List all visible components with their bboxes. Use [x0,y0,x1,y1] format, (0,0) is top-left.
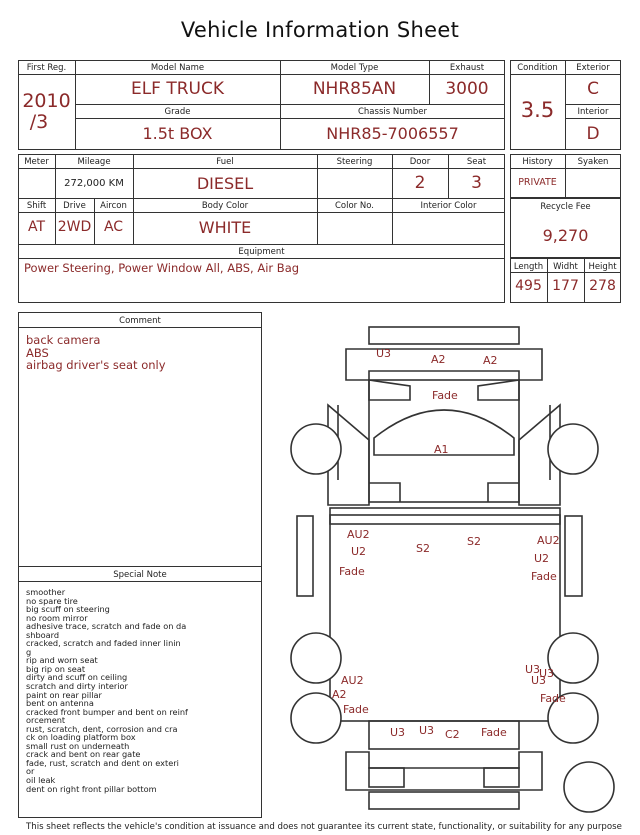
door-count: 2 [414,173,426,193]
special-note-line: big rip on seat [26,663,86,674]
special-note-line: scratch and dirty interior [26,681,128,692]
special-note-line: ck on loading platform box [26,732,136,743]
equipment: Power Steering, Power Window All, ABS, Air Bag [24,261,300,275]
syaken-label: Syaken [577,157,609,167]
damage-mark: Fade [432,389,458,402]
comment-text [26,334,166,372]
exterior-label: Exterior [576,63,610,73]
model-name: ELF TRUCK [130,79,225,99]
shift: AT [27,219,46,235]
height-label: Height [588,262,617,272]
damage-mark: C2 [445,728,460,741]
special-note-line: g [26,646,32,657]
special-note-line: or [26,766,35,777]
model-name-label: Model Name [150,63,205,73]
special-note-line: cracked, scratch and faded inner linin [26,638,181,649]
model-type-label: Model Type [330,63,379,73]
damage-mark: U3 [376,347,392,360]
comment-label: Comment [119,316,161,326]
width: 177 [552,278,579,294]
door-label: Door [409,157,431,167]
steering-label: Steering [336,157,373,167]
special-note-line: paint on rear pillar [26,689,102,700]
special-note-line: no spare tire [26,595,78,606]
damage-mark: AU2 [341,674,364,687]
disclaimer-footer: This sheet reflects the vehicle's condition at issuance and does not guarantee its current state, functionality, or suitability for any purpose [26,822,622,832]
mileage: 272,000 KM [64,178,124,189]
seat-label: Seat [466,157,487,167]
damage-mark: U3 [390,726,406,739]
fuel: DIESEL [196,174,254,193]
special-note-line: cracked front bumper and bent on reinf [26,706,188,717]
special-note-line: fade, rust, scratch and dent on exteri [26,757,179,768]
damage-mark: S2 [416,542,430,555]
recycle-fee: 9,270 [542,226,589,245]
length-label: Length [513,262,544,272]
aircon: AC [103,219,124,235]
damage-mark: AU2 [347,528,370,541]
model-type: NHR85AN [312,79,397,99]
special-note-line: rip and worn seat [26,655,98,666]
damage-mark: U2 [534,552,550,565]
aircon-label: Aircon [100,201,127,211]
special-note-line: crack and bent on rear gate [26,749,141,760]
special-note-line: shboard [26,629,60,640]
equipment-label: Equipment [238,247,285,257]
special-note-line: adhesive trace, scratch and fade on da [26,621,187,632]
special-note-line: big scuff on steering [26,604,110,615]
special-note-line: smoother [26,587,66,597]
special-note-line: small rust on underneath [26,740,130,751]
special-note-line: no room mirror [26,612,88,623]
special-note-line: dirty and scuff on ceiling [26,672,128,683]
chassis-label: Chassis Number [357,107,428,117]
special-note-line: bent on antenna [26,698,94,709]
damage-mark: Fade [343,703,369,716]
interior-color-label: Interior Color [420,201,477,211]
exterior-grade: C [587,79,599,99]
comment-line: airbag driver's seat only [26,358,166,372]
interior-label: Interior [577,107,609,117]
body-color-label: Body Color [201,201,249,211]
width-label: Widht [553,262,578,272]
special-note-line: oil leak [26,775,56,786]
damage-mark: Fade [339,565,365,578]
interior-grade: D [586,124,600,144]
damage-mark: U3 [539,667,555,680]
height: 278 [589,278,616,294]
comment-line: back camera [26,333,101,347]
damage-mark: A2 [431,353,446,366]
damage-mark: S2 [467,535,481,548]
sheet-title: Vehicle Information Sheet [180,18,460,42]
comment-line: ABS [26,345,49,360]
damage-mark: Fade [540,692,566,705]
damage-mark: U3 [531,674,547,687]
recycle-label: Recycle Fee [540,202,591,212]
damage-mark: Fade [481,726,507,739]
grade-label: Grade [164,107,191,117]
grade: 1.5t BOX [142,124,213,143]
drive: 2WD [57,219,92,235]
shift-label: Shift [26,201,47,211]
damage-mark: U3 [419,724,435,737]
damage-mark: A1 [434,443,449,456]
drive-label: Drive [63,201,86,211]
special-note-line: orcement [26,715,66,726]
chassis-number: NHR85-7006557 [326,124,459,143]
special-note-line: dent on right front pillar bottom [26,783,157,794]
damage-mark: AU2 [537,534,560,547]
condition-label: Condition [517,63,558,73]
first-reg-label: First Reg. [26,63,67,73]
body-color: WHITE [198,218,252,237]
first-reg-month: /3 [29,111,49,133]
meter-label: Meter [24,157,49,167]
mileage-label: Mileage [77,157,111,167]
special-note-line: rust, scratch, dent, corrosion and cra [26,723,178,734]
first-reg-year: 2010 [22,90,71,112]
damage-mark: A2 [483,354,498,367]
damage-mark: A2 [332,688,347,701]
color-no-label: Color No. [334,201,374,211]
seat-count: 3 [471,173,482,193]
exhaust: 3000 [445,79,489,99]
damage-mark: U3 [525,663,541,676]
history: PRIVATE [518,177,557,188]
length: 495 [515,278,542,294]
exhaust-label: Exhaust [449,63,485,73]
damage-mark: Fade [531,570,557,583]
special-note-label: Special Note [113,570,167,580]
special-note-list [26,588,260,793]
fuel-label: Fuel [216,157,234,167]
condition-grade: 3.5 [520,98,555,122]
history-label: History [522,157,553,167]
damage-mark: U2 [351,545,367,558]
